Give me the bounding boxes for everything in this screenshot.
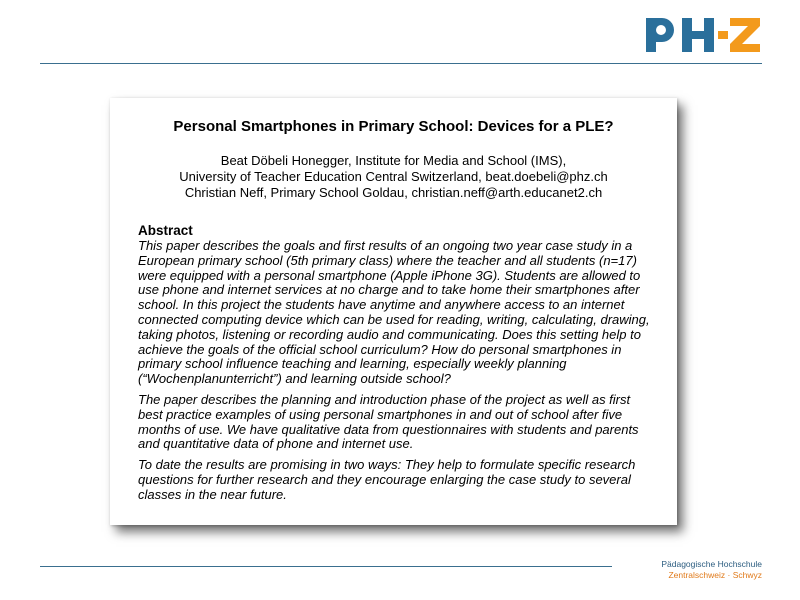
paper-page [110,98,677,525]
abstract-paragraph: The paper describes the planning and introduction phase of the project as well as first best practice examples of using personal smartphones in and out of school after five months of use. We have qualitative data from questionnaires with students and parents and quantitative data of phone and internet use. [138,391,639,452]
paper-authors [110,153,677,201]
abstract-body [138,239,658,509]
paper-title: Personal Smartphones in Primary School: Devices for a PLE? [173,118,614,135]
header-rule [40,63,762,64]
institution-location: Zentralschweiz · Schwyz [668,570,762,580]
institution-footer [661,559,762,581]
footer-rule [40,566,612,567]
phz-logo-graphic [640,12,765,56]
abstract-heading: Abstract [138,223,193,238]
abstract-paragraph: To date the results are promising in two ways: They help to formulate specific research questions for further research and they encourage enlarging the case study to several classes in the near future. [138,457,636,502]
abstract-paragraph: This paper describes the goals and first results of an ongoing two year case study in a European primary school (5th primary class) where the teacher and all students (n=17) were equipped with a personal smartphone (Apple iPhone 3G). Students are allowed to use phone and internet services at no charge and to take home their smartphones after school. In this project the students have anytime and anywhere access to an internet connected computing device which can be used for reading, writing, calculating, drawing, taking photos, listening or recording audio and communicating. Does this setting help to achieve the goals of the official school curriculum? How do personal smartphones in primary school influence teaching and learning, especially weekly planning (“Wochenplanunterricht”) and learning outside school? [138,238,650,387]
phz-logo [640,12,765,56]
author-line: University of Teacher Education Central Switzerland, beat.doebeli@phz.ch [179,169,608,184]
author-line: Christian Neff, Primary School Goldau, christian.neff@arth.educanet2.ch [184,185,603,200]
author-line: Beat Döbeli Honegger, Institute for Media and School (IMS), [220,153,567,168]
institution-name: Pädagogische Hochschule [661,559,762,569]
